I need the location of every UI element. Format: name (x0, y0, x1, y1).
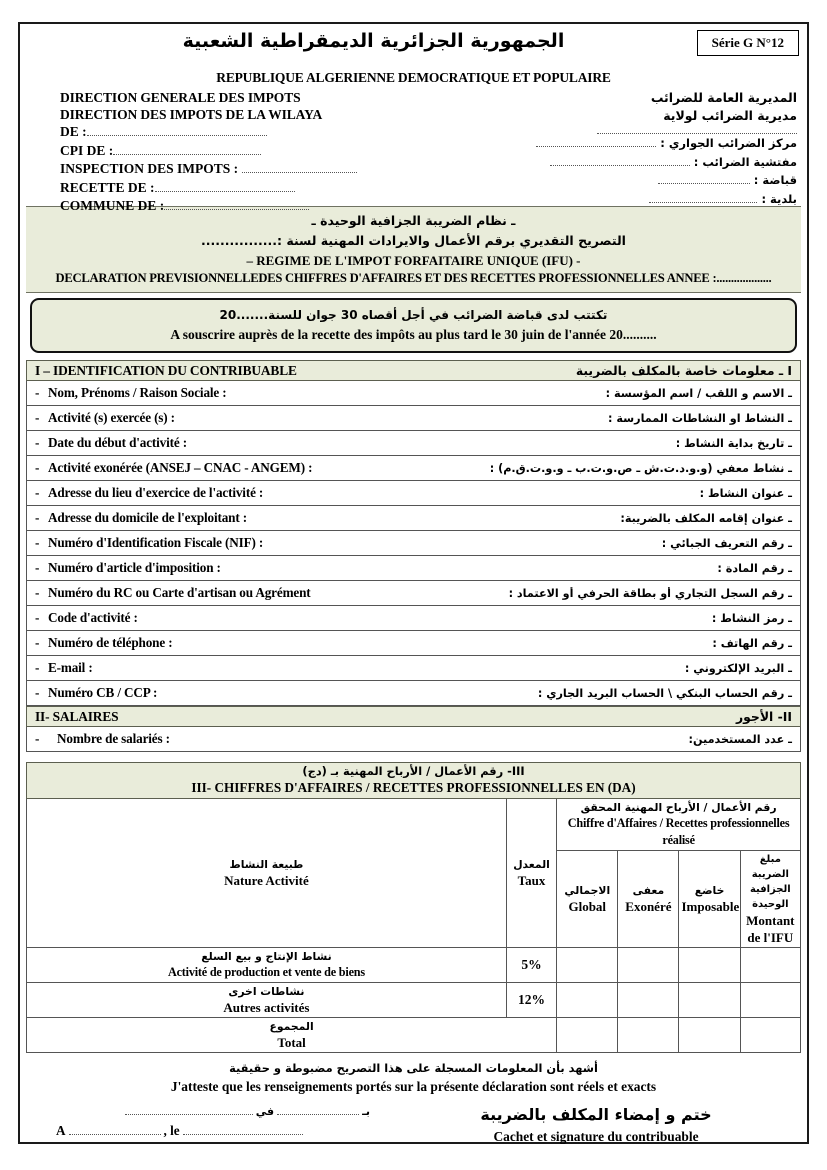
col-taux-french: Taux (517, 873, 546, 888)
document-header (26, 28, 801, 72)
label-rc-ar: ـ رقم السجل التجاري أو بطاقة الحرفي أو الاعتماد : (508, 586, 792, 600)
field-de-line[interactable] (87, 125, 267, 136)
field-row-code-activite[interactable]: - Code d'activité : ـ رمز النشاط : (26, 606, 801, 631)
label-activite-fr: Activité (s) exercée (s) : (48, 410, 175, 425)
field-inspection[interactable]: INSPECTION DES IMPOTS : (60, 160, 490, 179)
place-date-french-line[interactable] (40, 1121, 370, 1141)
row-total-global-input[interactable] (557, 1018, 618, 1053)
row-total-french: Total (277, 1035, 306, 1050)
row-production-imposable-input[interactable] (679, 948, 740, 983)
stamp-signature-block (426, 1103, 766, 1147)
row-autres-imposable-input[interactable] (679, 983, 740, 1018)
field-row-activite-exercee[interactable]: - Activité (s) exercée (s) : ـ النشاط او النشاطات الممارسة : (26, 406, 801, 431)
attestation-french: J'atteste que les renseignements portés sur la présente déclaration sont réels et exacts (170, 1079, 657, 1094)
field-row-date-debut[interactable]: - Date du début d'activité : ـ تاريخ بداية النشاط : (26, 431, 801, 456)
label-adresse-exercice-ar: ـ عنوان النشاط : (699, 486, 792, 500)
arabic-republic-title: الجمهورية الجزائرية الديمقراطية الشعبية (182, 30, 565, 52)
place-french-label: A (56, 1123, 66, 1138)
col-header-group (557, 799, 801, 851)
arabic-field-cpi-line[interactable] (536, 138, 656, 147)
col-header-exonere (618, 851, 679, 948)
place-date-arabic-line[interactable] (40, 1103, 370, 1121)
label-nombre-salaries-fr: Nombre de salariés : (57, 731, 170, 746)
place-date-block (40, 1103, 370, 1141)
arabic-field-commune[interactable]: بلدية : (477, 190, 797, 209)
label-article-fr: Numéro d'article d'imposition : (48, 560, 221, 575)
col-header-global (557, 851, 618, 948)
field-row-cb-ccp[interactable]: - Numéro CB / CCP : ـ رقم الحساب البنكي \ الحساب البريد الجاري : (26, 681, 801, 706)
col-imposable-french: Imposable (681, 899, 740, 914)
attestation-arabic: أشهد بأن المعلومات المسجلة على هذا التصريح مضبوطة و حقيقية (229, 1061, 598, 1075)
label-email-fr: E-mail : (48, 660, 93, 675)
col-imposable-arabic: خاضع (694, 884, 725, 897)
col-header-taux (506, 799, 556, 948)
banner-french-line-1: – REGIME DE L'IMPOT FORFAITAIRE UNIQUE (IFU) - (246, 253, 581, 268)
row-production-arabic: نشاط الإنتاج و بيع السلع (201, 950, 332, 963)
field-commune[interactable]: COMMUNE DE : (60, 197, 490, 216)
field-row-email[interactable]: - E-mail : ـ البريد الإلكتروني : (26, 656, 801, 681)
arabic-field-recette[interactable]: قباضة : (477, 171, 797, 190)
label-date-debut-fr: Date du début d'activité : (48, 435, 187, 450)
field-row-nom[interactable]: - Nom, Prénoms / Raison Sociale : ـ الاسم و اللقب / اسم المؤسسة : (26, 381, 801, 406)
direction-wilaya-label: DIRECTION DES IMPOTS DE LA WILAYA (60, 107, 323, 122)
section-identification (26, 360, 801, 706)
col-taux-arabic: المعدل (513, 858, 550, 871)
field-recette-line[interactable] (155, 181, 295, 192)
row-autres-arabic: نشاطات اخرى (228, 985, 305, 998)
label-telephone-fr: Numéro de téléphone : (48, 635, 173, 650)
table-row (27, 948, 801, 983)
row-production-taux: 5% (506, 948, 556, 983)
row-total-exonere-input[interactable] (618, 1018, 679, 1053)
signature-french-label: Cachet et signature du contribuable (493, 1129, 699, 1144)
date-arabic-line[interactable] (125, 1106, 253, 1115)
field-row-nombre-salaries[interactable]: - Nombre de salariés : ـ عدد المستخدمين: (26, 727, 801, 752)
col-global-arabic: الاجمالي (564, 884, 611, 897)
table-banner-french: III- CHIFFRES D'AFFAIRES / RECETTES PROFESSIONNELLES EN (DA) (191, 780, 636, 795)
section-i-arabic-title: I ـ معلومات خاصة بالمكلف بالضريبة (575, 363, 792, 378)
col-ifu-french: Montant de l'IFU (746, 913, 795, 945)
field-cpi-de-line[interactable] (113, 144, 261, 155)
arabic-field-inspection-line[interactable] (550, 157, 690, 166)
group-header-french: Chiffre d'Affaires / Recettes professionnelles réalisé (567, 816, 790, 847)
label-exoneree-ar: ـ نشاط معفي (و.و.د.ت.ش ـ ص.و.ت.ب ـ و.و.ت.ق.م) : (489, 461, 792, 475)
field-row-adresse-domicile[interactable]: - Adresse du domicile de l'exploitant : ـ عنوان إقامه المكلف بالضريبة: (26, 506, 801, 531)
field-commune-line[interactable] (164, 199, 309, 210)
signature-arabic-label: ختم و إمضاء المكلف بالضريبة (480, 1105, 712, 1124)
label-cb-ccp-ar: ـ رقم الحساب البنكي \ الحساب البريد الجاري : (537, 686, 792, 700)
col-global-french: Global (568, 899, 607, 914)
label-email-ar: ـ البريد الإلكتروني : (684, 661, 792, 675)
label-nombre-salaries-ar: ـ عدد المستخدمين: (688, 732, 792, 746)
serie-badge: Série G N°12 (697, 30, 799, 56)
field-row-article-imposition[interactable]: - Numéro d'article d'imposition : ـ رقم المادة : (26, 556, 801, 581)
section-chiffres-affaires (26, 762, 801, 1053)
row-production-global-input[interactable] (557, 948, 618, 983)
col-exonere-arabic: معفى (632, 884, 665, 897)
label-code-activite-fr: Code d'activité : (48, 610, 138, 625)
field-row-rc-agrement[interactable]: - Numéro du RC ou Carte d'artisan ou Agrément ـ رقم السجل التجاري أو بطاقة الحرفي أو الاعتماد : (26, 581, 801, 606)
section-identification-header (26, 360, 801, 381)
field-cpi-de[interactable]: CPI DE : (60, 142, 490, 161)
table-header-row-1 (27, 799, 801, 851)
notice-french-text: A souscrire auprès de la recette des impôts au plus tard le 30 juin de l'année 20.......... (170, 327, 657, 342)
section-ii-arabic-title: II- الأجور (736, 709, 792, 724)
col-exonere-french: Exonéré (625, 899, 672, 914)
date-french-line[interactable] (183, 1125, 303, 1136)
col-ifu-arabic: مبلغ الضريبة الجزافية الوحيدة (749, 854, 791, 910)
row-total-ifu-input[interactable] (740, 1018, 800, 1053)
banner-arabic-line-2: التصريح التقديري برقم الأعمال والايرادات المهنية لسنة :................ (201, 233, 626, 248)
label-article-ar: ـ رقم المادة : (717, 561, 792, 575)
field-row-adresse-exercice[interactable]: - Adresse du lieu d'exercice de l'activité : ـ عنوان النشاط : (26, 481, 801, 506)
row-autres-ifu-input[interactable] (740, 983, 800, 1018)
table-banner-arabic: III- رقم الأعمال / الأرباح المهنية بـ (دج) (302, 764, 525, 778)
label-exoneree-fr: Activité exonérée (ANSEJ – CNAC - ANGEM) : (48, 460, 313, 475)
col-nature-arabic: طبيعة النشاط (229, 858, 304, 871)
col-header-ifu (740, 851, 800, 948)
section-i-french-title: I – IDENTIFICATION DU CONTRIBUABLE (35, 362, 297, 378)
french-republic-title: REPUBLIQUE ALGERIENNE DEMOCRATIQUE ET POPULAIRE (216, 70, 611, 85)
row-autres-french: Autres activités (223, 1000, 310, 1015)
date-french-label: , le (163, 1123, 180, 1138)
label-rc-fr: Numéro du RC ou Carte d'artisan ou Agrément (48, 585, 311, 600)
col-nature-french: Nature Activité (224, 873, 309, 888)
row-autres-exonere-input[interactable] (618, 983, 679, 1018)
row-autres-label (27, 983, 507, 1018)
directorate-right (477, 89, 797, 208)
place-arabic-label: بـ (362, 1105, 370, 1118)
field-row-telephone[interactable]: - Numéro de téléphone : ـ رقم الهاتف : (26, 631, 801, 656)
arabic-field-cpi[interactable]: مركز الضرائب الجواري : (477, 134, 797, 153)
col-header-imposable (679, 851, 740, 948)
label-nif-fr: Numéro d'Identification Fiscale (NIF) : (48, 535, 264, 550)
row-total-arabic: المجموع (269, 1020, 314, 1033)
arabic-field-de-line[interactable] (597, 125, 797, 134)
label-activite-ar: ـ النشاط او النشاطات الممارسة : (608, 411, 792, 425)
place-arabic-line[interactable] (277, 1106, 359, 1115)
row-total-imposable-input[interactable] (679, 1018, 740, 1053)
label-nom-ar: ـ الاسم و اللقب / اسم المؤسسة : (605, 386, 792, 400)
col-header-nature (27, 799, 507, 948)
direction-generale-label: DIRECTION GENERALE DES IMPOTS (60, 90, 301, 105)
turnover-table (26, 762, 801, 1053)
directorate-left (60, 89, 490, 216)
title-banner (26, 206, 801, 293)
deadline-notice-box (30, 298, 797, 353)
table-row (27, 983, 801, 1018)
label-adresse-domicile-fr: Adresse du domicile de l'exploitant : (48, 510, 247, 525)
row-autres-global-input[interactable] (557, 983, 618, 1018)
label-cb-ccp-fr: Numéro CB / CCP : (48, 685, 158, 700)
table-banner-row (27, 763, 801, 799)
section-salaires-header (26, 706, 801, 727)
label-code-activite-ar: ـ رمز النشاط : (711, 611, 792, 625)
label-date-debut-ar: ـ تاريخ بداية النشاط : (675, 436, 792, 450)
label-nom-fr: Nom, Prénoms / Raison Sociale : (48, 385, 227, 400)
signature-block (26, 1103, 801, 1157)
label-adresse-domicile-ar: ـ عنوان إقامه المكلف بالضريبة: (620, 511, 792, 525)
label-adresse-exercice-fr: Adresse du lieu d'exercice de l'activité : (48, 485, 264, 500)
directorate-block (26, 89, 801, 213)
arabic-field-inspection[interactable]: مفتشية الضرائب : (477, 153, 797, 172)
field-recette[interactable]: RECETTE DE : (60, 179, 490, 198)
notice-arabic-text: تكتتب لدى قباضة الضرائب في أجل أقصاه 30 جوان للسنة.......20 (219, 308, 608, 322)
group-header-arabic: رقم الأعمال / الأرباح المهنية المحقق (580, 801, 777, 814)
arabic-field-recette-line[interactable] (658, 175, 750, 184)
row-production-label (27, 948, 507, 983)
table-row-total (27, 1018, 801, 1053)
date-arabic-label: في (255, 1105, 275, 1118)
arabic-field-de[interactable] (477, 125, 797, 134)
section-salaires (26, 706, 801, 752)
section-ii-french-title: II- SALAIRES (35, 708, 119, 724)
form-page (18, 22, 809, 1144)
field-inspection-line[interactable] (242, 162, 357, 173)
arabic-direction-generale-label: المديرية العامة للضرائب (650, 90, 797, 105)
label-telephone-ar: ـ رقم الهاتف : (712, 636, 792, 650)
attestation-block (26, 1059, 801, 1097)
banner-arabic-line-1: ـ نظام الضريبة الجزافية الوحيدة ـ (311, 213, 516, 228)
row-autres-taux: 12% (506, 983, 556, 1018)
row-production-ifu-input[interactable] (740, 948, 800, 983)
arabic-field-commune-line[interactable] (649, 194, 757, 203)
banner-french-line-2: DECLARATION PREVISIONNELLEDES CHIFFRES D'AFFAIRES ET DES RECETTES PROFESSIONNELLES ANNEE :................... (55, 271, 772, 285)
field-row-nif[interactable]: - Numéro d'Identification Fiscale (NIF) : ـ رقم التعريف الجبائي : (26, 531, 801, 556)
row-total-label (27, 1018, 557, 1053)
field-de[interactable]: DE : (60, 123, 490, 142)
arabic-direction-wilaya-label: مديرية الضرائب لولاية (663, 108, 797, 123)
field-row-activite-exoneree[interactable]: - Activité exonérée (ANSEJ – CNAC - ANGEM) : ـ نشاط معفي (و.و.د.ت.ش ـ ص.و.ت.ب ـ و.و.ت.ق.م) : (26, 456, 801, 481)
row-production-french: Activité de production et vente de biens (167, 965, 365, 979)
place-french-line[interactable] (69, 1125, 161, 1136)
row-production-exonere-input[interactable] (618, 948, 679, 983)
label-nif-ar: ـ رقم التعريف الجبائي : (661, 536, 792, 550)
